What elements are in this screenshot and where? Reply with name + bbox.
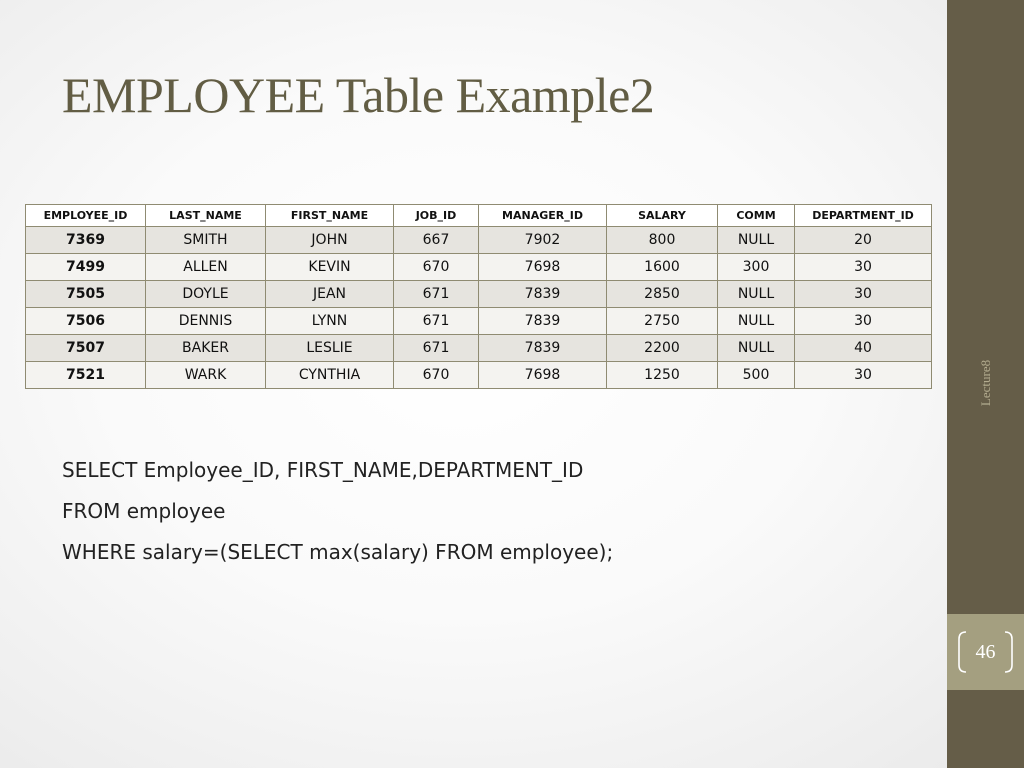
table-cell: 2200 xyxy=(607,335,718,362)
table-cell: JEAN xyxy=(266,281,394,308)
table-cell: BAKER xyxy=(146,335,266,362)
table-cell: CYNTHIA xyxy=(266,362,394,389)
table-cell: 7505 xyxy=(26,281,146,308)
table-cell: DOYLE xyxy=(146,281,266,308)
table-row xyxy=(26,335,932,362)
table-cell: 30 xyxy=(795,308,932,335)
table-cell: 300 xyxy=(718,254,795,281)
column-header: JOB_ID xyxy=(394,205,479,227)
table-cell: 7698 xyxy=(479,362,607,389)
slide-title: EMPLOYEE Table Example2 xyxy=(62,67,655,123)
table-row xyxy=(26,362,932,389)
table-cell: 671 xyxy=(394,335,479,362)
table-cell: 7507 xyxy=(26,335,146,362)
column-header: SALARY xyxy=(607,205,718,227)
column-header: FIRST_NAME xyxy=(266,205,394,227)
query-line-select: SELECT Employee_ID, FIRST_NAME,DEPARTMENT_ID xyxy=(62,458,584,482)
sql-query xyxy=(62,450,613,573)
query-line-where: WHERE salary=(SELECT max(salary) FROM employee); xyxy=(62,540,614,564)
column-header: COMM xyxy=(718,205,795,227)
page-number-box xyxy=(947,614,1024,690)
table-cell: JOHN xyxy=(266,227,394,254)
table-cell: NULL xyxy=(718,281,795,308)
table-cell: 7698 xyxy=(479,254,607,281)
table-cell: 7902 xyxy=(479,227,607,254)
table-row xyxy=(26,308,932,335)
table-cell: 7839 xyxy=(479,281,607,308)
table-cell: 30 xyxy=(795,254,932,281)
table-cell: 2850 xyxy=(607,281,718,308)
table-cell: 7839 xyxy=(479,335,607,362)
table-cell: 7499 xyxy=(26,254,146,281)
table-cell: 40 xyxy=(795,335,932,362)
table-cell: ALLEN xyxy=(146,254,266,281)
table-cell: 2750 xyxy=(607,308,718,335)
table-cell: 500 xyxy=(718,362,795,389)
table-cell: KEVIN xyxy=(266,254,394,281)
column-header: LAST_NAME xyxy=(146,205,266,227)
table-cell: 667 xyxy=(394,227,479,254)
table-cell: 1600 xyxy=(607,254,718,281)
table-cell: 800 xyxy=(607,227,718,254)
column-header: EMPLOYEE_ID xyxy=(26,205,146,227)
table-cell: 670 xyxy=(394,254,479,281)
column-header: DEPARTMENT_ID xyxy=(795,205,932,227)
lecture-label: Lecture8 xyxy=(978,359,993,407)
table-cell: DENNIS xyxy=(146,308,266,335)
page-number: 46 xyxy=(975,641,996,663)
table-cell: 7521 xyxy=(26,362,146,389)
table-cell: 671 xyxy=(394,308,479,335)
table-cell: 7369 xyxy=(26,227,146,254)
page-number-frame xyxy=(957,630,1014,674)
table-cell: NULL xyxy=(718,227,795,254)
table-cell: 7506 xyxy=(26,308,146,335)
employee-table-container xyxy=(25,204,931,389)
table-cell: NULL xyxy=(718,308,795,335)
table-row xyxy=(26,227,932,254)
table-row xyxy=(26,254,932,281)
query-line-from: FROM employee xyxy=(62,499,226,523)
table-cell: SMITH xyxy=(146,227,266,254)
table-cell: 1250 xyxy=(607,362,718,389)
table-cell: 30 xyxy=(795,281,932,308)
table-row xyxy=(26,281,932,308)
column-header: MANAGER_ID xyxy=(479,205,607,227)
table-cell: WARK xyxy=(146,362,266,389)
table-cell: 670 xyxy=(394,362,479,389)
table-cell: 7839 xyxy=(479,308,607,335)
employee-table xyxy=(25,204,932,389)
table-cell: LYNN xyxy=(266,308,394,335)
table-cell: LESLIE xyxy=(266,335,394,362)
table-cell: 30 xyxy=(795,362,932,389)
table-header-row xyxy=(26,205,932,227)
table-cell: 20 xyxy=(795,227,932,254)
table-cell: 671 xyxy=(394,281,479,308)
table-cell: NULL xyxy=(718,335,795,362)
